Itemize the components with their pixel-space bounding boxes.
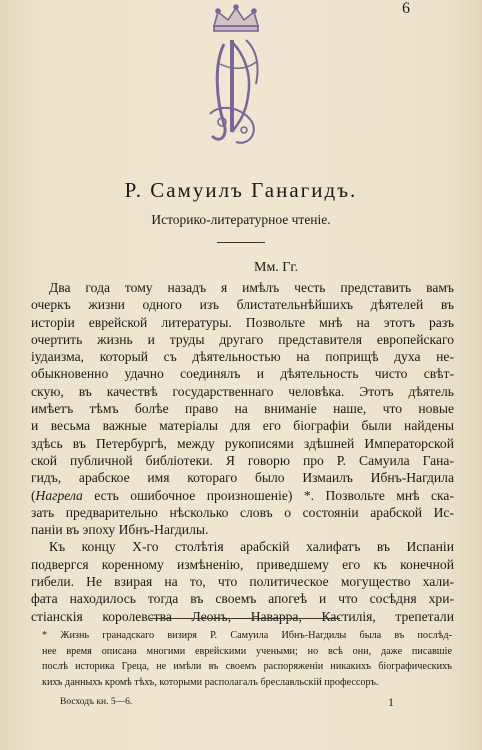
text-line: Къ концу X-го столѣтія арабскій халифатъ въ Испаніи	[49, 539, 454, 555]
corner-marker: 6	[402, 0, 410, 17]
footnote-line: послѣ историка Греца, не имѣли въ своемъ распоряженіи никакихъ біографическихъ	[42, 661, 452, 673]
text-line: фата находилось тогда въ своемъ апогеѣ и что сосѣдня хри-	[31, 591, 454, 607]
text-line: гибели. Не взирая на то, что политическое могущество хали-	[31, 574, 454, 590]
text-line: обыкновенно удачно соединялъ и дѣятельность чисто свѣт-	[31, 366, 454, 382]
text-line: зать предварительно нѣсколько словъ о состояніи арабской Ис-	[31, 504, 454, 520]
article-body	[31, 279, 454, 625]
text-line: Два года тому назадъ я имѣлъ честь представить вамъ	[49, 280, 454, 295]
text-line: очеркъ жизни одного изъ блистательнѣйшихъ дѣятелей въ	[31, 297, 454, 313]
text-line: (Нагрела есть ошибочное произношеніе) *. Позвольте мнѣ ска-	[31, 487, 454, 503]
text-line: стіанскія королевства Леонъ, Наварра, Кастилія, трепетали	[31, 608, 454, 624]
footnote-line: кихъ данныхъ кромѣ тѣхъ, которыми располагалъ бреславльскій профессоръ.	[42, 676, 379, 688]
article-title: Р. Самуилъ Ганагидъ.	[124, 178, 358, 202]
text-line: и весьма важные матеріалы для его біографіи были найдены	[31, 418, 454, 434]
text-line: очертить жизнь и труды другаго представителя европейскаго	[31, 331, 454, 347]
text-line: іудаизма, который съ дѣятельностью на поприщѣ духа не-	[31, 349, 454, 365]
text-fragment: есть ошибочное произношеніе) *. Позвольте мнѣ ска-	[82, 487, 454, 503]
footnote-line: нее время описана многими еврейскими учеными; но всѣ они, даже писавшіе	[42, 645, 452, 657]
text-line: имѣетъ тѣмъ болѣе право на вниманіе наше, что новые	[31, 401, 454, 417]
footnote-line: * Жизнь гранадскаго визиря Р. Самуила Ибнъ-Нагдилы была въ послѣд-	[42, 630, 452, 641]
text-line: подвергся коренному измѣненію, приведшему его къ конечной	[31, 556, 454, 572]
footnote-divider	[150, 618, 340, 619]
crown-monogram-stamp-icon	[196, 4, 276, 154]
paragraph-2	[31, 538, 454, 624]
text-line: скую, въ качествѣ государственнаго человѣка. Этотъ дѣятель	[31, 383, 454, 399]
page-number: 1	[388, 695, 394, 709]
article-subtitle: Историко-литературное чтеніе.	[151, 212, 331, 227]
footnote	[42, 628, 452, 690]
divider	[217, 242, 265, 243]
paragraph-1	[31, 279, 454, 538]
text-line: ской публичной библіотеки. Я говорю про Р. Самуила Гана-	[31, 452, 454, 468]
text-line: здѣсь въ Петербургѣ, между рукописями здѣшней Императорской	[31, 435, 454, 451]
text-line: гидъ, арабское имя котораго было Измаилъ Ибнъ-Нагдила	[31, 470, 454, 486]
salutation: Мм. Гг.	[254, 260, 299, 275]
text-line: паніи въ эпоху Ибнъ-Нагдилы.	[31, 522, 209, 538]
printer-signature: Восходъ кн. 5—6.	[60, 697, 133, 707]
text-line: исторіи еврейской литературы. Позвольте мнѣ на этотъ разъ	[31, 314, 454, 330]
italic-term: Нагрела	[35, 487, 83, 503]
